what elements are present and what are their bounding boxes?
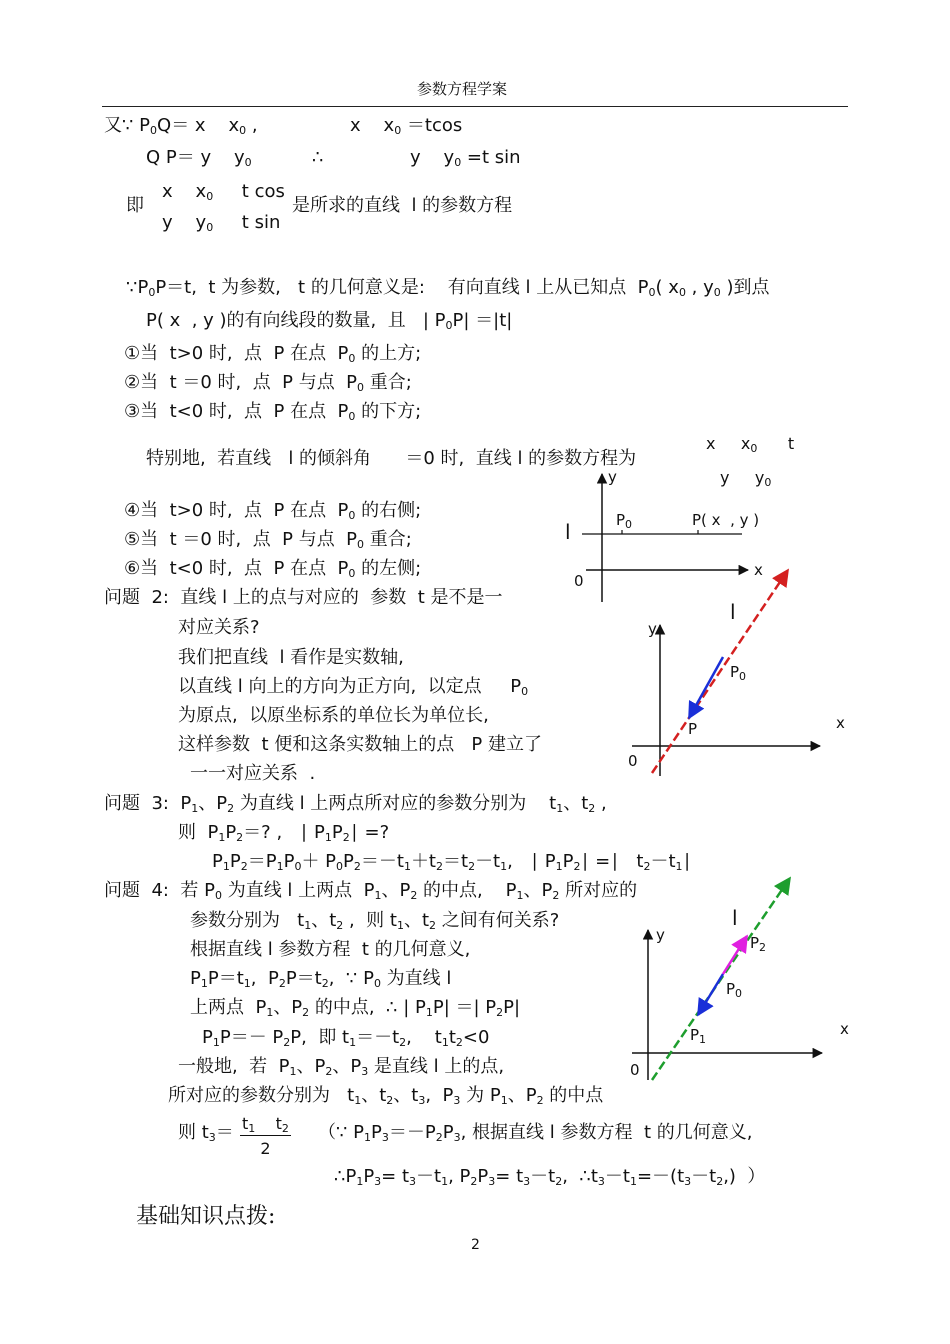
figure-3-midpoint-line: [632, 878, 822, 1080]
q2-line-1: 问题 2: 直线 l 上的点与对应的 参数 t 是不是一: [104, 587, 503, 608]
q2-line-3: 我们把直线 l 看作是实数轴,: [178, 647, 404, 668]
q4-line-1: 问题 4: 若 $P_0$ 为直线 l 上两点 $P_1$、$P_2$ 的中点, $P_1$、$P_2$ 所对应的: [104, 880, 638, 902]
fig2-y-label: y: [648, 620, 657, 638]
meaning-line-2: P( x , y )的有向线段的数量, 且 | $P_0P| =|t|$: [146, 310, 513, 332]
fig1-p0-label: $P_0$: [616, 511, 633, 531]
case-2: ②当 t ＝0 时, 点 P 与点 $P_0$ 重合;: [124, 372, 412, 394]
fig3-x-label: x: [840, 1020, 849, 1038]
system-row-1: x $x_0$ t cos: [162, 181, 285, 203]
fig3-p2-label: $P_2$: [750, 934, 767, 954]
q3-line-1: 问题 3: $P_1$、$P_2$ 为直线 l 上两点所对应的参数分别为 $t_1$、$t_2$ ,: [104, 793, 607, 815]
q4-line-8: 所对应的参数分别为 $t_1$、$t_2$、$t_3$, $P_3$ 为 $P_1$、$P_2$ 的中点: [168, 1085, 604, 1107]
fig2-origin-label: 0: [628, 752, 638, 770]
q2-line-6: 这样参数 t 便和这条实数轴上的点 P 建立了: [178, 734, 542, 755]
q3-line-2: 则 $P_1P_2=$? , ∣ $P_1P_2∣$ =?: [178, 822, 390, 844]
case-6: ⑥当 t<0 时, 点 P 在点 $P_0$ 的左侧;: [124, 558, 422, 580]
q2-line-7: 一一对应关系 .: [190, 763, 316, 784]
fig3-vector-p0p1: [698, 974, 723, 1015]
q4-line-10: $\therefore P_1P_3= t_3-t_1$, $P_2P_3= t_3-t_2$, $\therefore t_3-t_1=-(t_3-t_2,)$ ）: [334, 1166, 766, 1188]
case-3: ③当 t<0 时, 点 P 在点 $P_0$ 的下方;: [124, 401, 422, 423]
derivation-line-1a: 又∵ $P_0Q= x$ $x_0$ ,: [104, 115, 258, 137]
derivation-line-1b: x $x_0 =tcos$: [350, 115, 463, 137]
special-line-1: 特别地, 若直线 l 的倾斜角 ＝0 时, 直线 l 的参数方程为: [146, 448, 637, 469]
fig1-origin-label: 0: [574, 572, 584, 590]
fig3-y-label: y: [656, 926, 665, 944]
q4-line-2: 参数分别为 $t_1$、$t_2$ , 则 $t_1$、$t_2$ 之间有何关系?: [190, 910, 560, 932]
special-system-row-1: x $x_0$ t: [706, 434, 795, 455]
fraction-denominator: 2: [260, 1139, 271, 1158]
fig2-vector-p0p: [689, 657, 723, 718]
q2-line-4: 以直线 l 向上的方向为正方向, 以定点 $P_0$: [178, 676, 529, 698]
case-5: ⑤当 t ＝0 时, 点 P 与点 $P_0$ 重合;: [124, 529, 412, 551]
fig1-y-label: y: [608, 468, 617, 486]
fig2-p-label: P: [688, 720, 698, 738]
fig2-p0-label: $P_0$: [730, 663, 747, 683]
q4-line-9-suffix: （∵ $P_1P_3=-P_2P_3$, 根据直线 l 参数方程 t 的几何意义,: [318, 1122, 753, 1144]
fig3-vector-p0p2: [723, 936, 747, 974]
q2-line-2: 对应关系?: [178, 617, 260, 638]
case-4: ④当 t>0 时, 点 P 在点 $P_0$ 的右侧;: [124, 500, 422, 522]
fig3-origin-label: 0: [630, 1061, 640, 1079]
ji-label: 即: [126, 195, 144, 216]
therefore-symbol: ∴: [312, 147, 324, 168]
q4-line-6: $P_1P=- P_2P$, 即 $t_1=-t_2$, $t_1t_2<0$: [202, 1027, 490, 1049]
fig2-line-label: l: [730, 600, 736, 624]
figure-1-horizontal-line: [582, 474, 748, 602]
fig3-p1-label: $P_1$: [690, 1026, 707, 1046]
q4-line-5: 上两点 $P_1$、$P_2$ 的中点, ∴ | $P_1P|$ ＝| $P_2P|$: [190, 997, 521, 1019]
section-title: 基础知识点拨:: [136, 1204, 276, 1229]
fig1-x-label: x: [754, 561, 763, 579]
derivation-line-2a: Q P＝ y $y_0$: [146, 147, 252, 169]
page-header: 参数方程学案: [417, 80, 508, 98]
system-row-2: y $y_0$ t sin: [162, 212, 281, 234]
q4-line-3: 根据直线 l 参数方程 t 的几何意义,: [190, 939, 471, 960]
fig3-line-label: l: [732, 906, 738, 930]
fig3-p0-label: $P_0$: [726, 980, 743, 1000]
fig2-x-label: x: [836, 714, 845, 732]
q2-line-5: 为原点, 以原坐标系的单位长为单位长,: [178, 705, 489, 726]
figure-2-parametric-line: [632, 570, 820, 776]
fig1-p-label: P( x , y ): [692, 511, 760, 529]
case-1: ①当 t>0 时, 点 P 在点 $P_0$ 的上方;: [124, 343, 422, 365]
fraction-numerator: $t_1$ $t_2$: [242, 1114, 289, 1135]
fig2-line-l: [652, 570, 788, 773]
q3-line-3: $P_1P_2=P_1P_0+ P_0P_2=-t_1+t_2=t_2-t_1$, ∣ $P_1P_2∣$ =∣ $t_2-t_1∣$: [212, 851, 692, 873]
q4-line-9-prefix: 则 $t_3=$: [178, 1122, 234, 1144]
page-number: 2: [471, 1237, 480, 1253]
meaning-line-1: $\because P_0P=t$, t 为参数, t 的几何意义是: 有向直线 l 上从已知点 $P_0$( $x_0$ , $y_0$ )到点: [126, 277, 770, 299]
fig1-line-label: l: [565, 520, 571, 544]
special-system-row-2: y $y_0$: [720, 468, 772, 489]
system-caption: 是所求的直线 l 的参数方程: [292, 195, 513, 216]
q4-line-4: $P_1P=t_1$, $P_2P=t_2$, ∵ $P_0$ 为直线 l: [190, 968, 452, 990]
derivation-line-2b: y $y_0 =t$ sin: [410, 147, 521, 169]
q4-line-7: 一般地, 若 $P_1$、$P_2$、$P_3$ 是直线 l 上的点,: [178, 1056, 505, 1078]
